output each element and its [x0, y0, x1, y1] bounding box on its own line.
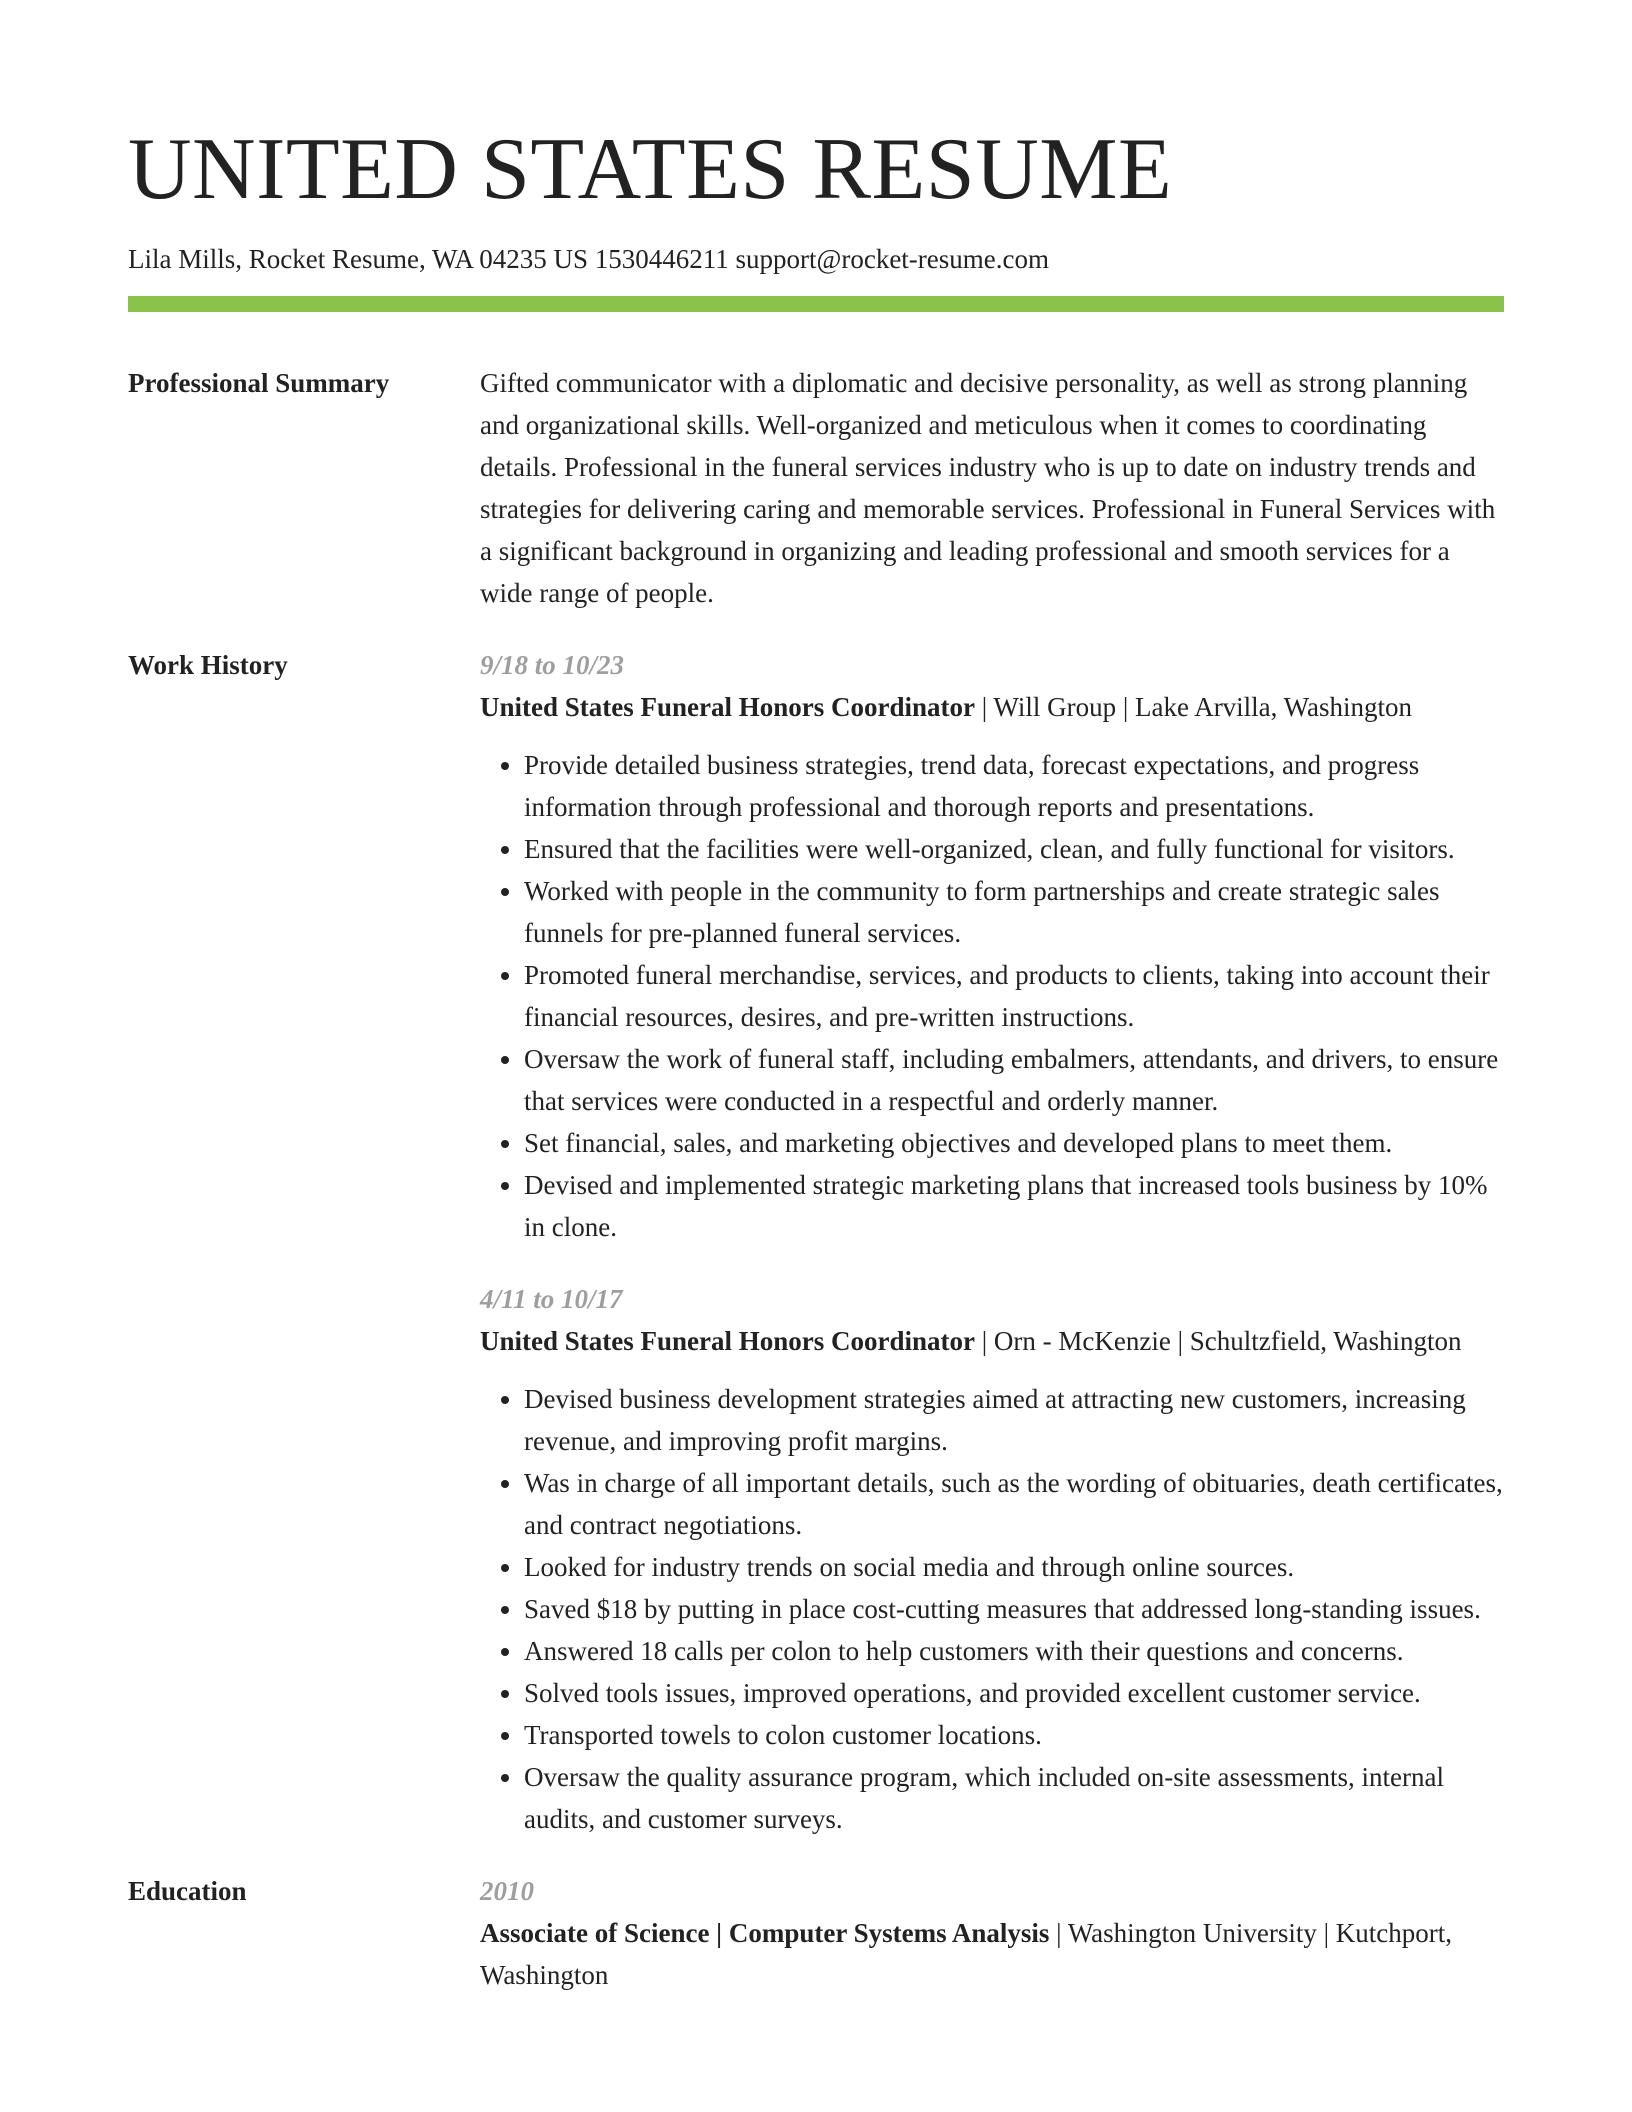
job-bullet: • Oversaw the work of funeral staff, including embalmers, attendants, and drivers, to ensure that services were conducted in a respectful and orderly manner.: [524, 1038, 1504, 1122]
job-bullet: • Devised business development strategies aimed at attracting new customers, increasing revenue, and improving profit margins.: [524, 1378, 1504, 1462]
job-bullet: • Answered 18 calls per colon to help customers with their questions and concerns.: [524, 1630, 1504, 1672]
job-bullet: • Was in charge of all important details, such as the wording of obituaries, death certificates, and contract negotiations.: [524, 1462, 1504, 1546]
job-bullet: • Provide detailed business strategies, trend data, forecast expectations, and progress information through professional and thorough reports and presentations.: [524, 744, 1504, 828]
job-date: 4/11 to 10/17: [480, 1284, 623, 1314]
work-history-section: [128, 644, 1504, 1840]
resume-page: [128, 0, 1504, 1996]
job-heading: [480, 686, 1504, 728]
job-bullets: [480, 1378, 1504, 1840]
summary-section: [128, 362, 1504, 614]
job-bullet: • Set financial, sales, and marketing objectives and developed plans to meet them.: [524, 1122, 1504, 1164]
job-date: 9/18 to 10/23: [480, 650, 625, 680]
job-bullet: • Oversaw the quality assurance program, which included on-site assessments, internal audits, and customer surveys.: [524, 1756, 1504, 1840]
job-heading: [480, 1320, 1504, 1362]
education-date: 2010: [480, 1876, 534, 1906]
job-entry: [480, 1278, 1504, 1840]
job-bullet: • Worked with people in the community to form partnerships and create strategic sales funnels for pre-planned funeral services.: [524, 870, 1504, 954]
work-history-body: [480, 644, 1504, 1840]
job-entry: [480, 644, 1504, 1248]
job-bullet: • Saved $18 by putting in place cost-cutting measures that addressed long-standing issues.: [524, 1588, 1504, 1630]
education-section: [128, 1870, 1504, 1996]
job-details: | Orn - McKenzie | Schultzfield, Washington: [975, 1326, 1462, 1356]
job-bullets: [480, 744, 1504, 1248]
job-title: United States Funeral Honors Coordinator: [480, 692, 975, 722]
summary-body: [480, 362, 1504, 614]
education-body: [480, 1870, 1504, 1996]
education-label: Education: [128, 1876, 247, 1906]
job-bullet: • Solved tools issues, improved operations, and provided excellent customer service.: [524, 1672, 1504, 1714]
work-history-label: Work History: [128, 650, 288, 680]
summary-label: Professional Summary: [128, 368, 390, 398]
job-bullet: • Ensured that the facilities were well-organized, clean, and fully functional for visitors.: [524, 828, 1504, 870]
accent-divider: [128, 296, 1504, 312]
summary-text: Gifted communicator with a diplomatic and decisive personality, as well as strong planning and organizational skills. Well-organized and meticulous when it comes to coordinating details. Professional in the funeral services industry who is up to date on industry trends and strategies for delivering caring and memorable services. Professional in Funeral Services with a significant background in organizing and leading professional and smooth services for a wide range of people.: [480, 368, 1496, 608]
job-bullet: • Devised and implemented strategic marketing plans that increased tools business by 10% in clone.: [524, 1164, 1504, 1248]
education-degree: Associate of Science | Computer Systems Analysis: [480, 1918, 1050, 1948]
job-title: United States Funeral Honors Coordinator: [480, 1326, 975, 1356]
job-bullet: • Looked for industry trends on social media and through online sources.: [524, 1546, 1504, 1588]
job-details: | Will Group | Lake Arvilla, Washington: [975, 692, 1412, 722]
contact-line: Lila Mills, Rocket Resume, WA 04235 US 1530446211 support@rocket-resume.com: [128, 244, 1050, 274]
job-bullet: • Promoted funeral merchandise, services, and products to clients, taking into account their financial resources, desires, and pre-written instructions.: [524, 954, 1504, 1038]
job-bullet: • Transported towels to colon customer locations.: [524, 1714, 1504, 1756]
resume-title: UNITED STATES RESUME: [128, 121, 1173, 218]
education-details: | Washington University | Kutchport, Washington: [480, 1918, 1453, 1990]
education-heading: [480, 1912, 1504, 1996]
